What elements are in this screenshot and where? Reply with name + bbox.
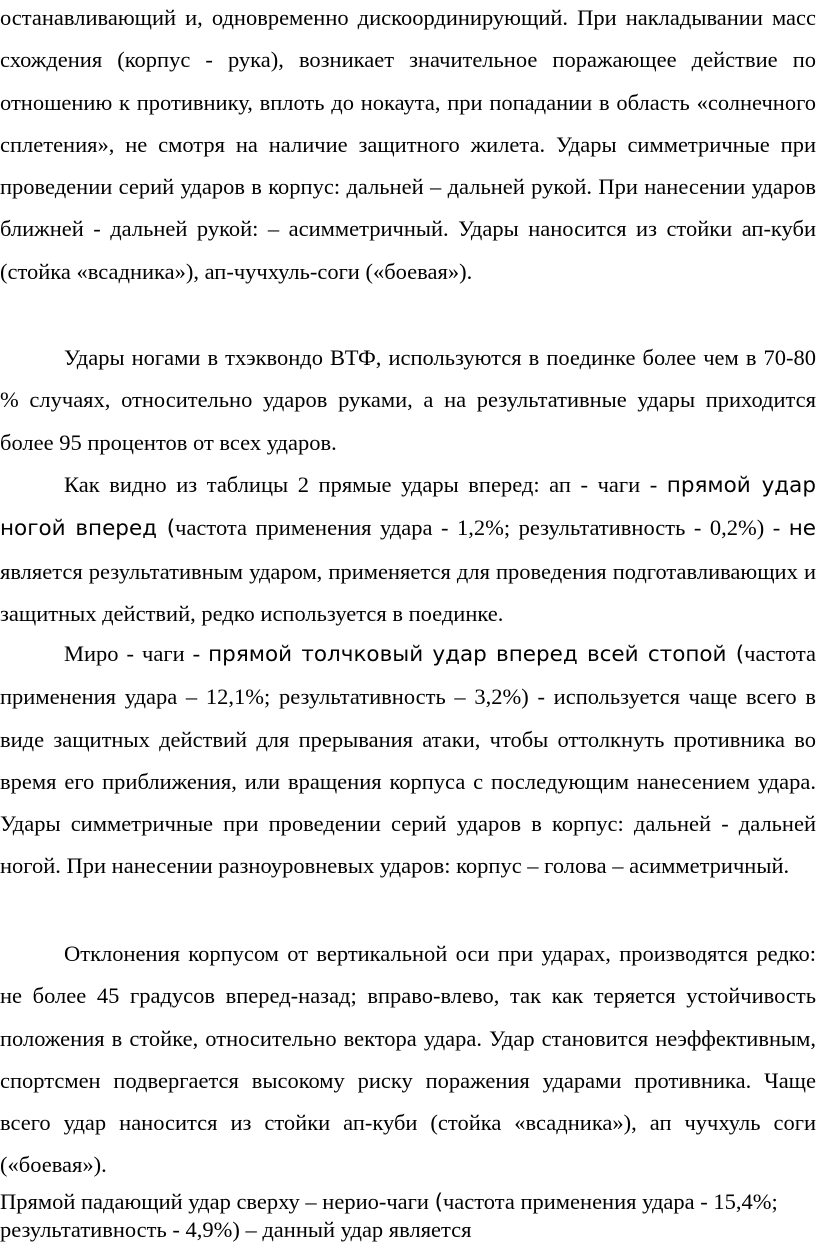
paragraph-6-part-2: ( [434, 1190, 443, 1215]
paragraph-1 [0, 0, 816, 293]
paragraph-6-part-1: Прямой падающий удар сверху – нерио-чаги [0, 1189, 435, 1214]
paragraph-4-part-1: Миро - чаги - [64, 641, 209, 666]
paragraph-4-part-2: прямой толчковый удар вперед всей стопой ( [208, 642, 745, 667]
paragraph-3-part-3: частота применения удара - 1,2%; результативность - 0,2%) - [175, 515, 789, 541]
paragraph-5-text: Отклонения корпусом от вертикальной оси при ударах, производятся редко: не более 45 градусов вперед-назад; вправо-влево, так как теряется устойчивость положения в стойке, относительно вектора удара. Удар становится неэффективным, спортсмен подвергается высокому риску поражения ударами противника. Чаще всего удар наносится из стойки ап-куби (стойка «всадника»), ап чучхуль соги («боевая»). [0, 941, 816, 1178]
paragraph-3-part-1: Как видно из таблицы 2 прямые удары вперед: ап - чаги - [64, 472, 667, 497]
paragraph-2 [0, 337, 816, 464]
paragraph-5 [0, 933, 816, 1187]
paragraph-3-part-5: является результативным ударом, применяется для проведения подготавливающих и защитных действий, редко используется в поединке. [0, 558, 816, 626]
paragraph-3 [0, 464, 816, 635]
paragraph-3-part-4: не [788, 516, 816, 542]
paragraph-2-text: Удары ногами в тхэквондо ВТФ, используются в поединке более чем в 70-80 % случаях, относительно ударов руками, а на результативные удары приходится более 95 процентов от всех ударов. [0, 345, 816, 455]
paragraph-4-part-3: частота применения удара – 12,1%; результативность – 3,2%) - используется чаще всего в виде защитных действий для прерывания атаки, чтобы оттолкнуть противника во время его приближения, или вращения корпуса с последующим нанесением удара. Удары симметричные при проведении серий ударов в корпус: дальней - дальней ногой. При нанесении разноуровневых ударов: корпус – голова – асимметричный. [0, 641, 816, 879]
paragraph-4 [0, 633, 816, 888]
paragraph-3-part-2: прямой удар ногой вперед ( [0, 473, 816, 542]
paragraph-6-part-3: частота применения удара - 15,4%; результативность - 4,9%) – данный удар является [0, 1189, 778, 1242]
paragraph-6 [0, 1188, 816, 1243]
paragraph-1-text: останавливающий и, одновременно дискоординирующий. При накладывании масс схождения (корпус - рука), возникает значительное поражающее действие по отношению к противнику, вплоть до нокаута, при попадании в область «солнечного сплетения», не смотря на наличие защитного жилета. Удары симметричные при проведении серий ударов в корпус: дальней – дальней рукой. При нанесении ударов ближней - дальней рукой: – асимметричный. Удары наносится из стойки ап-куби (стойка «всадника»), ап-чучхуль-соги («боевая»). [0, 5, 816, 284]
